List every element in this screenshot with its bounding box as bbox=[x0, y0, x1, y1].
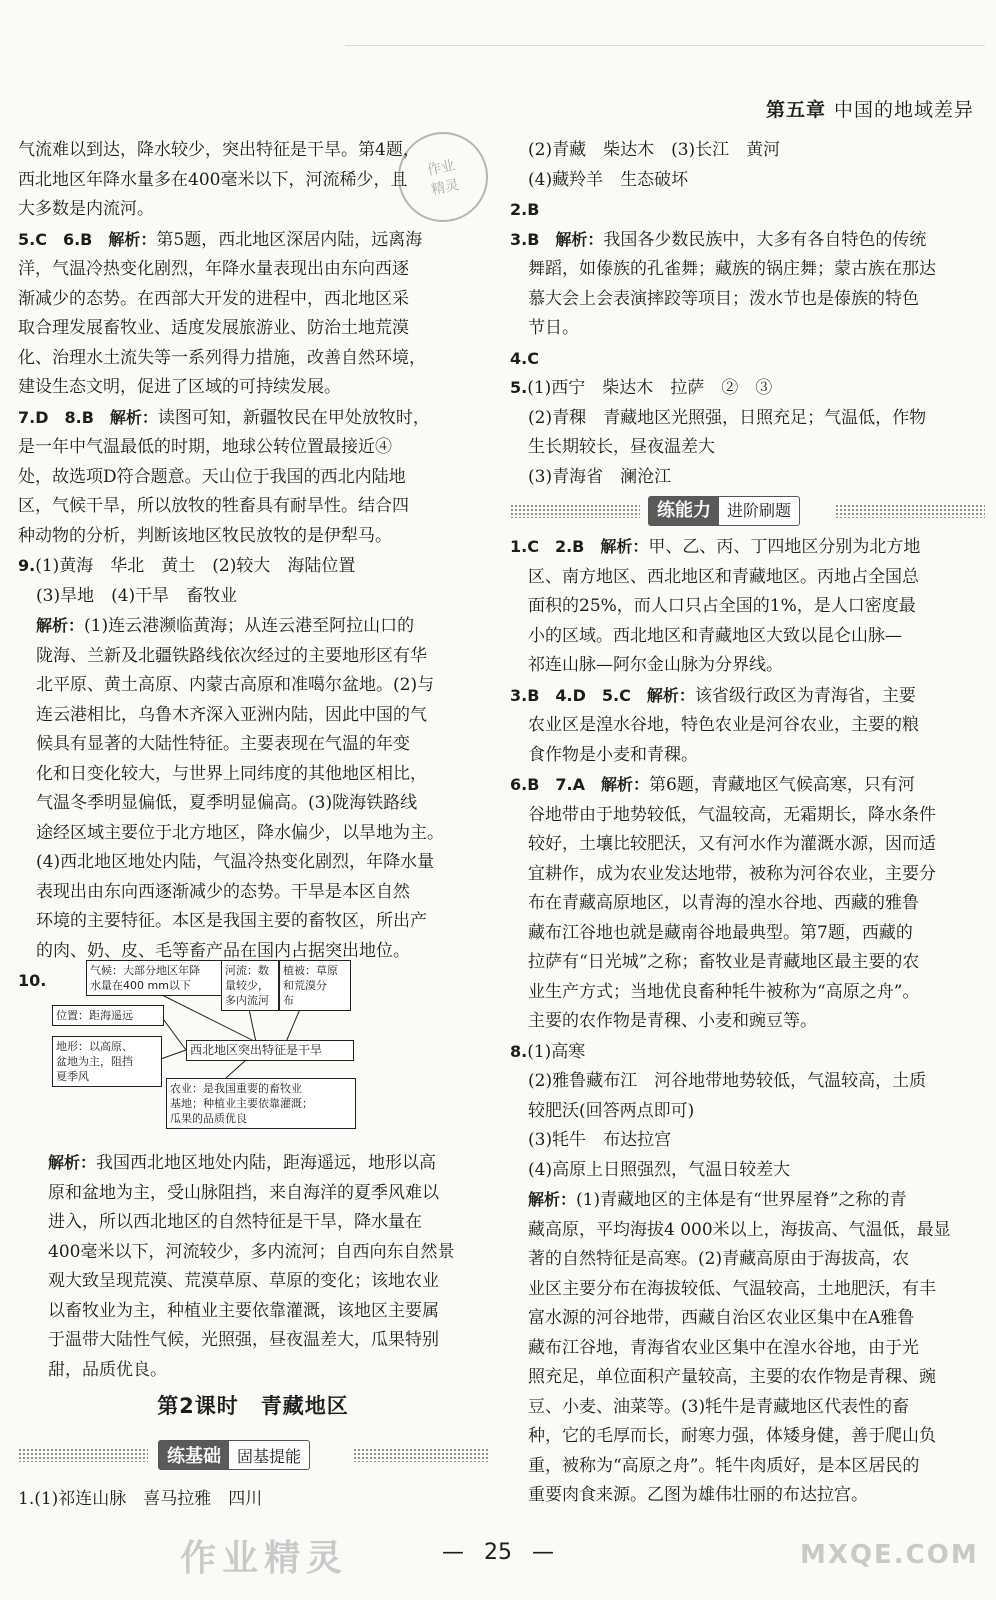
terrain-box: 地形：以高原、 盆地为主，阻挡 夏季风 bbox=[52, 1036, 162, 1087]
dotted-rule-left bbox=[510, 504, 640, 518]
answer-q3: 3.B 解析：我国各少数民族中，大多有各自特色的传统 舞蹈，如傣族的孔雀舞；藏族的锅庄舞；蒙古族在那达 慕大会上会表演摔跤等项目；泼水节也是傣族的特色 节日。 bbox=[510, 229, 936, 338]
section-badge-ability: 练能力 进阶刷题 bbox=[648, 496, 800, 526]
position-box: 位置：距海遥远 bbox=[52, 1005, 164, 1026]
stamp-logo: 作业 精灵 bbox=[390, 124, 497, 231]
answer-q1-2: 1.C 2.B 解析：甲、乙、丙、丁四地区分别为北方地 区、南方地区、西北地区和青藏地区。丙地占全国总 面积的25%，而人口只占全国的1%，是人口密度最 小的区域。西北地区和青藏地区大致以昆仑山脉— 祁连山脉—阿尔金山脉为分界线。 bbox=[510, 537, 921, 675]
climate-box: 气候：大部分地区年降 水量在400 mm以下 bbox=[86, 960, 222, 996]
watermark-left: 作业精灵 bbox=[180, 1538, 349, 1579]
answer-q6-7: 6.B 7.A 解析：第6题，青藏地区气候高寒，只有河 谷地带由于地势较低，气温较高，无霜期长，降水条件 较好，土壤比较肥沃，又有河水作为灌溉水源，因而适 宜耕作，成为农业发达地带，被称为河谷农业，主要分 布在青藏高原地区，以青海的湟水谷地、西藏的雅鲁 藏布江谷地也就是藏南谷地最典型。第7题，西藏的 拉萨有“日光城”之称；畜牧业是青藏地区最主要的农 业生产方式；当地优良畜种牦牛被称为“高原之舟”。 主要的农作物是青稞、小麦和豌豆等。 bbox=[510, 775, 936, 1031]
answer-q8: 8.(1)高寒 (2)雅鲁藏布江 河谷地带地势较低，气温较高，土质 较肥沃(回答两点即可) (3)牦牛 布达拉宫 (4)高原上日照强烈，气温日较差大 解析：(1)青藏地区的主体是有“世界屋脊”之称的青 藏高原，平均海拔4 000米以上，海拔高、气温低，最显 著的自然特征是高寒。(2)青藏高原由于海拔高，农 业区主要分布在海拔较低、气温较高，土地肥沃，有丰 富水源的河谷地带，西藏自治区农业区集中在A雅鲁 藏布江谷地，青海省农业区集中在湟水谷地，由于光 照充足，单位面积产量较高，主要的农作物是青稞、豌 豆、小麦、油菜等。(3)牦牛是青藏地区代表性的畜 种，它的毛厚而长，耐寒力强，体矮身健，善于爬山负 重，被称为“高原之舟”。牦牛肉质好，是本区居民的 重要肉食来源。乙图为雄伟壮丽的布达拉宫。 bbox=[510, 1041, 951, 1505]
answer-q7-8: 7.D 8.B 解析：读图可知，新疆牧民在甲处放牧时， 是一年中气温最低的时期，地球公转位置最接近④ 处，故选项D符合题意。天山位于我国的西北内陆地 区，气候干旱，所以放牧的牲畜具有耐旱性。结合四 种动物的分析，判断该地区牧民放牧的是伊犁马。 bbox=[18, 407, 430, 546]
dotted-rule-right bbox=[353, 1448, 488, 1462]
river-box: 河流：数 量较少， 多内流河 bbox=[221, 960, 279, 1011]
answer-q3-5: 3.B 4.D 5.C 解析：该省级行政区为青海省，主要 农业区是湟水谷地，特色农业是河谷农业，主要的粮 食作物是小麦和青稞。 bbox=[510, 685, 919, 765]
vegetation-box: 植被：草原 和荒漠分 布 bbox=[279, 960, 351, 1011]
watermark-right: MXQE.COM bbox=[800, 1540, 979, 1570]
center-feature-box: 西北地区突出特征是干旱 bbox=[186, 1040, 354, 1061]
answer-q5-6: 5.C 6.B 解析：第5题，西北地区深居内陆，远离海 洋，气温冷热变化剧烈，年降水量表现出由东向西逐 渐减少的态势。在西部大开发的进程中，西北地区采 取合理发展畜牧业、适度发展旅游业、防治土地荒漠 化、治理水土流失等一系列得力措施，改善自然环境， 建设生态文明，促进了区域的可持续发展。 bbox=[18, 229, 426, 397]
section-divider-ability bbox=[510, 496, 985, 532]
answer-q10-number: 10. bbox=[18, 971, 47, 990]
section-badge-basic: 练基础 固基提能 bbox=[158, 1440, 310, 1470]
q10-explanation: 解析：我国西北地区地处内陆，距海遥远，地形以高 原和盆地为主，受山脉阻挡，来自海洋的夏季风难以 进入，所以西北地区的自然特征是干旱，降水量在 400毫米以下，河流较少，多内流河；自西向东自然景 观大致呈现荒漠、荒漠草原、草原的变化；该地农业 以畜牧业为主，种植业主要依靠灌溉，该地区主要属 于温带大陆性气候，光照强，昼夜温差大，瓜果特别 甜，品质优良。 bbox=[48, 1153, 455, 1380]
left-intro: 气流难以到达，降水较少，突出特征是干旱。第4题， 西北地区年降水量多在400毫米以下，河流稀少，且 大多数是内流河。 bbox=[18, 140, 420, 219]
dotted-rule-right bbox=[835, 504, 985, 518]
agriculture-box: 农业：是我国重要的畜牧业 基地；种植业主要依靠灌溉； 瓜果的品质优良 bbox=[166, 1078, 356, 1129]
answer-q5: 5.(1)西宁 柴达木 拉萨 ② ③ (2)青稞 青藏地区光照强，日照充足；气温低，作物 生长期较长，昼夜温差大 (3)青海省 澜沧江 bbox=[510, 378, 927, 487]
q10-concept-diagram bbox=[46, 950, 456, 1140]
chapter-title: 中国的地域差异 bbox=[833, 99, 974, 121]
chapter-header bbox=[766, 95, 974, 122]
dotted-rule-left bbox=[18, 1448, 148, 1462]
right-column: (2)青藏 柴达木 (3)长江 黄河 (4)藏羚羊 生态破坏 2.B 3.B 解析：我国各少数民族中，大多有各自特色的传统 舞蹈，如傣族的孔雀舞；藏族的锅庄舞；蒙古族在那达 慕大会上会表演摔跤等项目；泼水节也是傣族的特色 节日。 4.C 5.(1)西宁 柴达木 拉萨 ② ③ (2)青稞 青藏地区光照强，日照充足；气温低，作物 生长期较长，昼夜温差大 (3)青海省 澜沧江 练能力 进阶刷题 1.C 2.B 解析：甲、乙、丙、丁四地区分别为北方地 区、南方地区、西北地区和青藏地区。丙地占全国总 面积的25%，而人口只占全国的1%，是人口密度最 小的区域。西北地区和青藏地区大致以昆仑山脉— 祁连山脉—阿尔金山脉为分界线。 3.B 4.D 5.C 解析：该省级行政区为青海省，主要 农业区是湟水谷地，特色农业是河谷农业，主要的粮 食作物是小麦和青稞。 6.B 7.A 解析：第6题，青藏地区气候高寒，只有河 谷地带由于地势较低，气温较高，无霜期长，降水条件 较好，土壤比较肥沃，又有河水作为灌溉水源，因而适 宜耕作，成为农业发达地带，被称为河谷农业，主要分 布在青藏高原地区，以青海的湟水谷地、西藏的雅鲁 藏布江谷地也就是藏南谷地最典型。第7题，西藏的 拉萨有“日光城”之称；畜牧业是青藏地区最主要的农 业生产方式；当地优良畜种牦牛被称为“高原之舟”。 主要的农作物是青稞、小麦和豌豆等。 8.(1)高寒 (2)雅鲁藏布江 河谷地带地势较低，气温较高，土质 较肥沃(回答两点即可) (3)牦牛 布达拉宫 (4)高原上日照强烈，气温日较差大 解析：(1)青藏地区的主体是有“世界屋脊”之称的青 藏高原，平均海拔4 000米以上，海拔高、气温低，最显 著的自然特征是高寒。(2)青藏高原由于海拔高，农 业区主要分布在海拔较低、气温较高，土地肥沃，有丰 富水源的河谷地带，西藏自治区农业区集中在A雅鲁 藏布江谷地，青海省农业区集中在湟水谷地，由于光 照充足，单位面积产量较高，主要的农作物是青稞、豌 豆、小麦、油菜等。(3)牦牛是青藏地区代表性的畜 种，它的毛厚而长，耐寒力强，体矮身健，善于爬山负 重，被称为“高原之舟”。牦牛肉质好，是本区居民的 重要肉食来源。乙图为雄伟壮丽的布达拉宫。 bbox=[510, 136, 985, 1511]
chapter-number: 第五章 bbox=[765, 99, 826, 121]
top-rule bbox=[345, 45, 985, 46]
lesson-title: 第2课时 青藏地区 bbox=[157, 1394, 349, 1418]
answer-q2: 2.B bbox=[510, 200, 540, 219]
answer-q9: 9.(1)黄海 华北 黄土 (2)较大 海陆位置 (3)旱地 (4)干旱 畜牧业 解析：(1)连云港濒临黄海；从连云港至阿拉山口的 陇海、兰新及北疆铁路线依次经过的主要地形区有华 北平原、黄土高原、内蒙古高原和准噶尔盆地。(2)与 连云港相比，乌鲁木齐深入亚洲内陆，因此中国的气 候具有显著的大陆性特征。主要表现在气温的年变 化和日变化较大，与世界上同纬度的其他地区相比， 气温冬季明显偏低，夏季明显偏高。(3)陇海铁路线 途经区域主要位于北方地区，降水偏少，以旱地为主。 (4)西北地区地处内陆，气温冷热变化剧烈，年降水量 表现出由东向西逐渐减少的态势。干旱是本区自然 环境的主要特征。本区是我国主要的畜牧区，所出产 的肉、奶、皮、毛等畜产品在国内占据突出地位。 bbox=[18, 556, 444, 961]
page-number: — 25 — bbox=[442, 1540, 554, 1565]
left-column bbox=[18, 136, 488, 997]
answer-q1-basic: 1.(1)祁连山脉 喜马拉雅 四川 bbox=[18, 1489, 263, 1509]
answer-q4: 4.C bbox=[510, 348, 539, 368]
section-divider-basic bbox=[18, 1440, 488, 1470]
